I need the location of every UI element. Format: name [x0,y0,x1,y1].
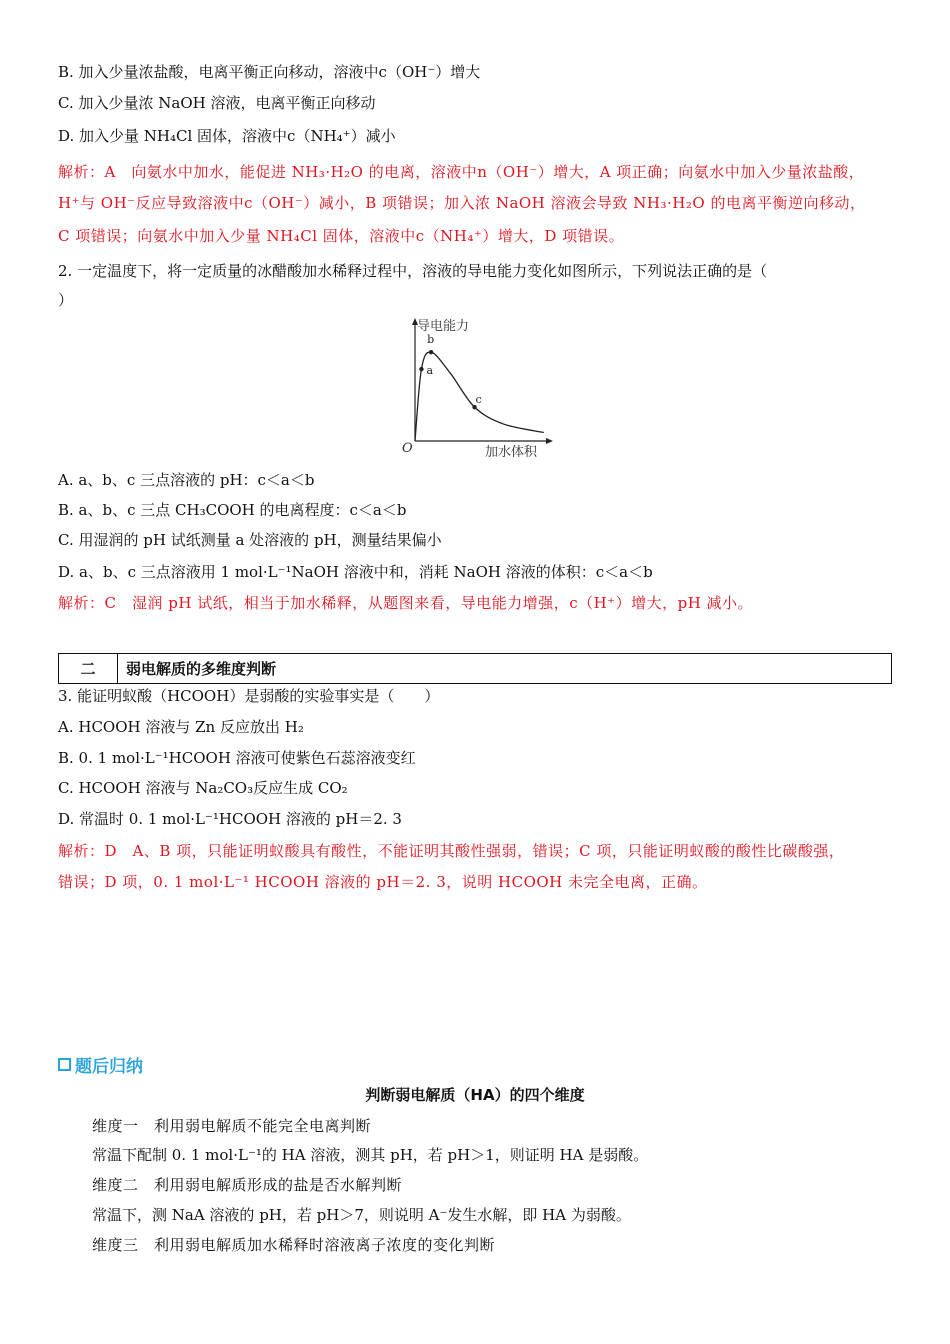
q3-analysis-line2: 错误；D 项，0. 1 mol·L⁻¹ HCOOH 溶液的 pH＝2. 3，说明 HCOOH 未完全电离，正确。 [58,873,708,891]
x-axis-label: 加水体积 [485,445,538,460]
summary-heading-label: 题后归纳 [75,1057,143,1077]
q1-analysis-line3: C 项错误；向氨水中加入少量 NH₄Cl 固体，溶液中c（NH₄⁺）增大，D 项错误。 [58,227,625,245]
summary-line-5: 维度三 利用弱电解质加水稀释时溶液离子浓度的变化判断 [92,1236,496,1254]
summary-subtitle: 判断弱电解质（HA）的四个维度 [365,1086,585,1104]
q2-option-a: A. a、b、c 三点溶液的 pH：c＜a＜b [58,471,315,489]
section-number: 二 [59,654,118,683]
q3-option-b: B. 0. 1 mol·L⁻¹HCOOH 溶液可使紫色石蕊溶液变红 [58,749,416,767]
q2-option-d: D. a、b、c 三点溶液用 1 mol·L⁻¹NaOH 溶液中和，消耗 NaOH 溶液的体积：c＜a＜b [58,563,653,581]
section-title: 弱电解质的多维度判断 [126,660,277,678]
summary-heading [58,1052,143,1077]
x-axis-arrow-icon [546,438,553,444]
q3-option-d: D. 常温时 0. 1 mol·L⁻¹HCOOH 溶液的 pH＝2. 3 [58,810,402,828]
summary-line-3: 维度二 利用弱电解质形成的盐是否水解判断 [92,1176,403,1194]
q1-option-c: C. 加入少量浓 NaOH 溶液，电离平衡正向移动 [58,94,376,112]
origin-label: O [402,441,413,456]
q2-stem-line1: 2. 一定温度下，将一定质量的冰醋酸加水稀释过程中，溶液的导电能力变化如图所示，下列说法正确的是（ [58,262,768,280]
y-axis-label: 导电能力 [417,319,470,334]
q3-option-a: A. HCOOH 溶液与 Zn 反应放出 H₂ [58,718,304,736]
point-label-a: a [426,364,434,378]
point-a [419,367,423,371]
summary-line-4: 常温下，测 NaA 溶液的 pH，若 pH＞7，则说明 A⁻发生水解，即 HA 为弱酸。 [92,1206,631,1224]
conductivity-chart [395,315,555,460]
q1-analysis-line2: H⁺与 OH⁻反应导致溶液中c（OH⁻）减小，B 项错误；加入浓 NaOH 溶液会导致 NH₃·H₂O 的电离平衡逆向移动， [58,194,866,212]
summary-line-1: 维度一 利用弱电解质不能完全电离判断 [92,1117,372,1135]
q1-option-d: D. 加入少量 NH₄Cl 固体，溶液中c（NH₄⁺）减小 [58,127,396,145]
q3-stem: 3. 能证明蚁酸（HCOOH）是弱酸的实验事实是（ ） [58,687,440,705]
checkbox-icon [58,1058,71,1071]
q1-option-b: B. 加入少量浓盐酸，电离平衡正向移动，溶液中c（OH⁻）增大 [58,63,481,81]
section-header [58,653,892,684]
point-label-c: c [475,393,482,407]
q2-option-c: C. 用湿润的 pH 试纸测量 a 处溶液的 pH，测量结果偏小 [58,531,442,549]
q2-stem-line2: ） [58,291,74,309]
q2-analysis: 解析：C 湿润 pH 试纸，相当于加水稀释，从题图来看，导电能力增强，c（H⁺）增大，pH 减小。 [58,594,754,612]
point-label-b: b [427,333,435,347]
point-b [429,350,433,354]
summary-line-2: 常温下配制 0. 1 mol·L⁻¹的 HA 溶液，测其 pH，若 pH＞1，则证明 HA 是弱酸。 [92,1146,649,1164]
q3-analysis-line1: 解析：D A、B 项，只能证明蚁酸具有酸性，不能证明其酸性强弱，错误；C 项，只能证明蚁酸的酸性比碳酸强， [58,842,845,860]
q3-option-c: C. HCOOH 溶液与 Na₂CO₃反应生成 CO₂ [58,779,348,797]
q1-analysis-line1: 解析：A 向氨水中加水，能促进 NH₃·H₂O 的电离，溶液中n（OH⁻）增大，A 项正确；向氨水中加入少量浓盐酸， [58,163,865,181]
q2-option-b: B. a、b、c 三点 CH₃COOH 的电离程度：c＜a＜b [58,501,407,519]
